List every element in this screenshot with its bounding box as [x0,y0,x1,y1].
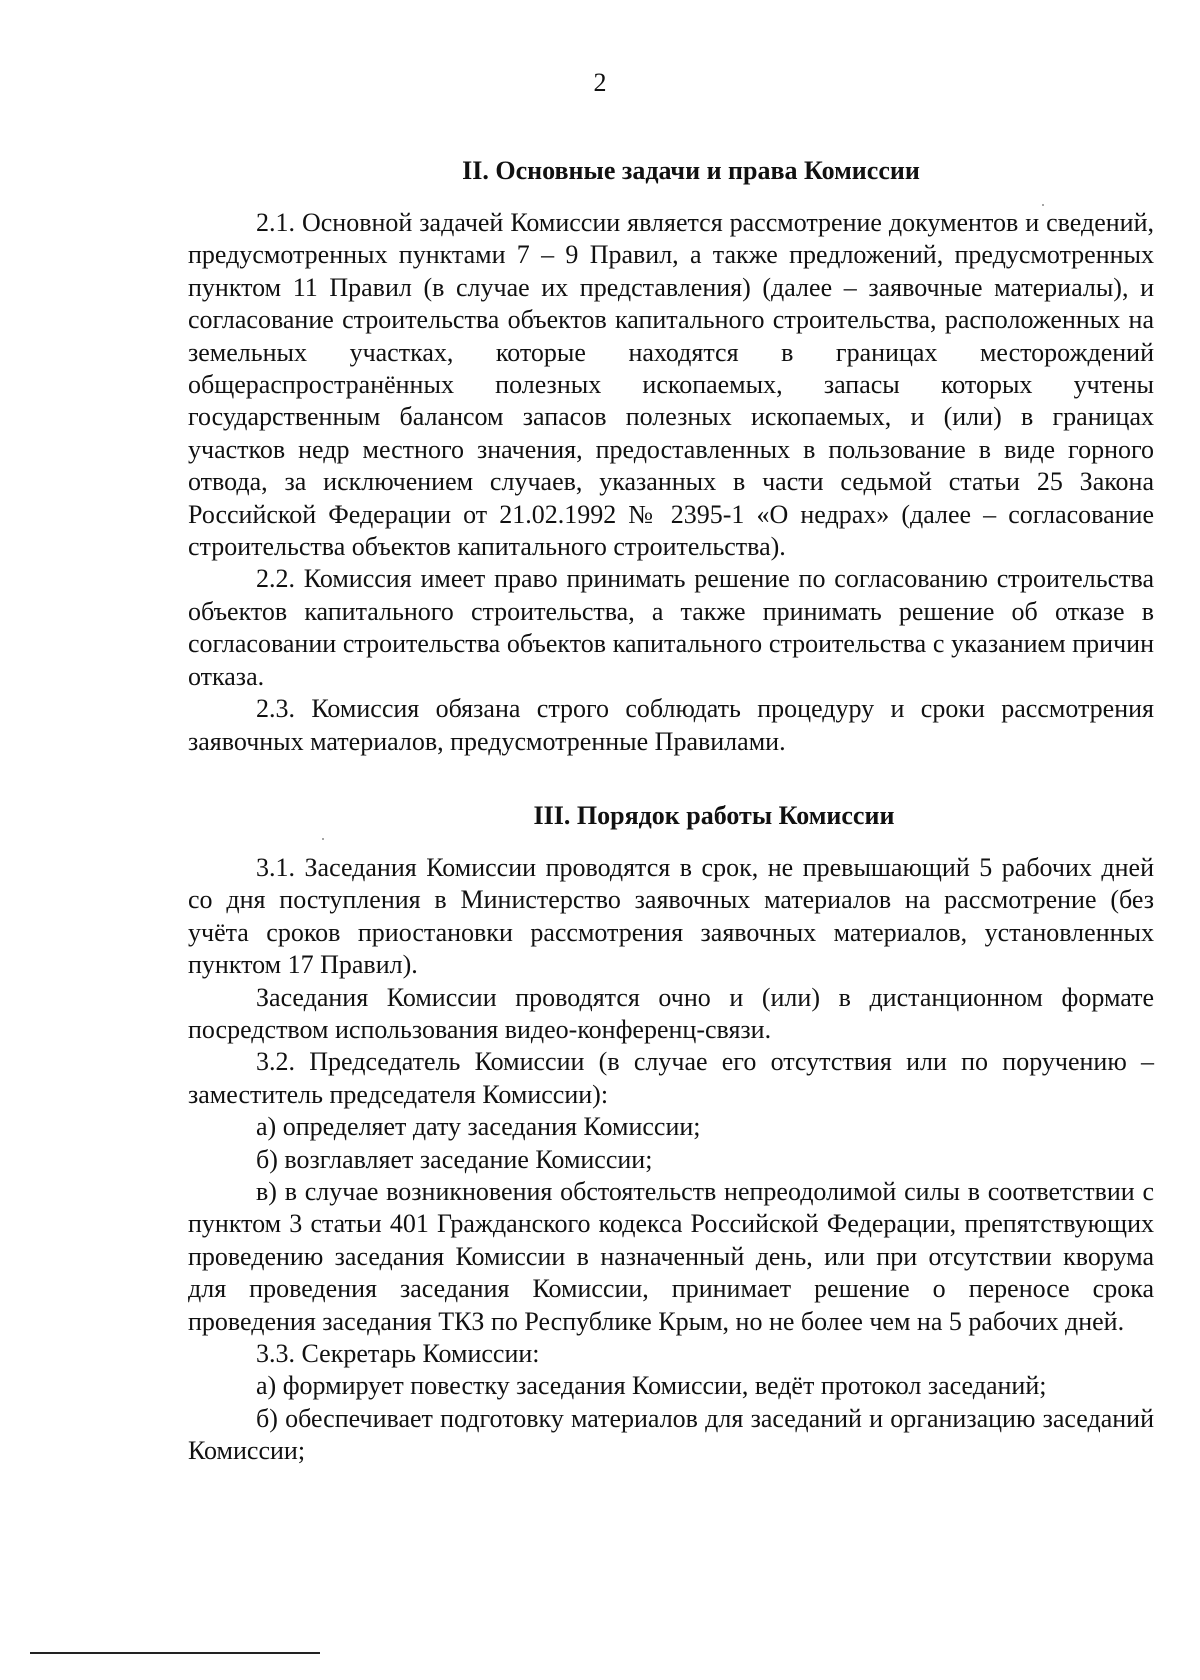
section-3-heading: III. Порядок работы Комиссии [533,800,895,830]
section-2-body [188,207,1154,758]
paragraph-2-3: 2.3. Комиссия обязана строго соблюдать процедуру и сроки рассмотрения заявочных материалов, предусмотренные Правилами. [188,694,1154,756]
page-number: 2 [593,68,607,97]
paragraph-3-1-format: Заседания Комиссии проводятся очно и (или) в дистанционном формате посредством использования видео-конференц-связи. [188,982,1154,1044]
paragraph-2-2: 2.2. Комиссия имеет право принимать решение по согласованию строительства объектов капитального строительства, а также принимать решение об отказе в согласовании строительства объектов капитального строительства с указанием причин отказа. [188,564,1154,691]
section-3-body [188,852,1154,1468]
list-item-3-3-b: б) обеспечивает подготовку материалов для заседаний и организацию заседаний Комиссии; [188,1403,1154,1466]
paragraph-3-2: 3.2. Председатель Комиссии (в случае его отсутствия или по поручению – заместитель председателя Комиссии): [188,1047,1154,1109]
list-item-3-2-b: б) возглавляет заседание Комиссии; [256,1144,653,1174]
footer-rule [30,1652,320,1654]
document-body [188,155,1154,1468]
scan-speck [322,838,324,840]
section-3-heading-wrap [188,800,1154,832]
section-2-heading: II. Основные задачи и права Комиссии [462,156,920,185]
list-item-3-3-a: а) формирует повестку заседания Комиссии, ведёт протокол заседаний; [256,1371,1047,1401]
list-item-3-2-v: в) в случае возникновения обстоятельств непреодолимой силы в соответствии с пунктом 3 статьи 401 Гражданского кодекса Российской Федерации, препятствующих проведению заседания Комиссии в назначенный день, или при отсутствии кворума для проведения заседания Комиссии, принимает решение о переносе срока проведения заседания ТКЗ по Республике Крым, но не более чем на 5 рабочих дней. [188,1176,1154,1336]
paragraph-2-1: 2.1. Основной задачей Комиссии является рассмотрение документов и сведений, предусмотренных пунктами 7 – 9 Правил, а также предложений, предусмотренных пунктом 11 Правил (в случае их представления) (далее – заявочные материалы), и согласование строительства объектов капитального строительства, расположенных на земельных участках, которые находятся в границах месторождений общераспространённых полезных ископаемых, запасы которых учтены государственным балансом запасов полезных ископаемых, и (или) в границах участков недр местного значения, предоставленных в пользование в виде горного отвода, за исключением случаев, указанных в части седьмой статьи 25 Закона Российской Федерации от 21.02.1992 № 2395-1 «О недрах» (далее – согласование строительства объектов капитального строительства). [188,208,1154,562]
paragraph-3-1: 3.1. Заседания Комиссии проводятся в срок, не превышающий 5 рабочих дней со дня поступления в Министерство заявочных материалов на рассмотрение (без учёта сроков приостановки рассмотрения заявочных материалов, установленных пунктом 17 Правил). [188,852,1154,980]
paragraph-3-3: 3.3. Секретарь Комиссии: [256,1339,540,1368]
list-item-3-2-a: а) определяет дату заседания Комиссии; [256,1112,701,1142]
scan-speck [1042,204,1044,206]
